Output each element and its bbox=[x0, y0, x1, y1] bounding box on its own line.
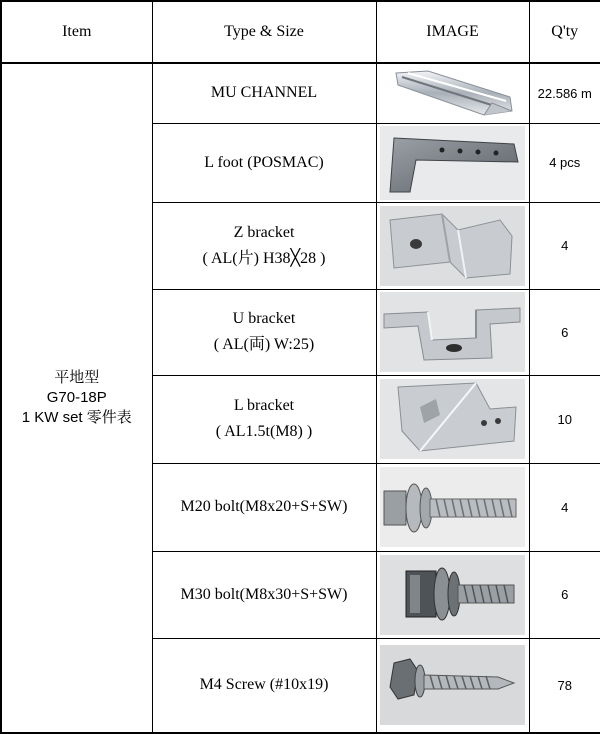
l-bracket-icon bbox=[380, 379, 525, 459]
image-cell bbox=[376, 123, 529, 202]
type-spec: ( AL(片) H38╳28 ) bbox=[202, 249, 326, 267]
m4-screw-icon bbox=[380, 645, 525, 725]
image-cell bbox=[376, 375, 529, 463]
type-name: M30 bolt(M8x30+S+SW) bbox=[180, 585, 348, 603]
image-cell bbox=[376, 202, 529, 289]
header-image: IMAGE bbox=[376, 1, 529, 63]
header-item: Item bbox=[1, 1, 152, 63]
qty-cell: 4 bbox=[529, 463, 600, 551]
type-name: L bracket bbox=[233, 397, 295, 414]
header-type-size: Type & Size bbox=[152, 1, 376, 63]
qty-cell: 6 bbox=[529, 289, 600, 375]
z-bracket-icon bbox=[380, 206, 525, 286]
item-line-2: G70-18P bbox=[46, 389, 107, 406]
m30-bolt-icon bbox=[380, 555, 525, 635]
header-row bbox=[1, 1, 600, 63]
type-size-cell bbox=[152, 375, 376, 463]
image-cell bbox=[376, 63, 529, 123]
image-cell bbox=[376, 638, 529, 733]
table-row bbox=[1, 63, 600, 123]
image-cell bbox=[376, 463, 529, 551]
qty-cell: 6 bbox=[529, 551, 600, 638]
item-cell bbox=[1, 63, 152, 733]
type-name: U bracket bbox=[232, 310, 296, 327]
m20-bolt-icon bbox=[380, 467, 525, 547]
type-spec: ( AL(両) W:25) bbox=[213, 336, 315, 353]
header-qty: Q'ty bbox=[529, 1, 600, 63]
type-size-cell bbox=[152, 202, 376, 289]
image-cell bbox=[376, 289, 529, 375]
type-name: MU CHANNEL bbox=[210, 84, 318, 102]
type-size-cell bbox=[152, 63, 376, 123]
type-size-cell bbox=[152, 123, 376, 202]
item-line-3: 1 KW set 零件表 bbox=[21, 409, 132, 426]
type-size-cell bbox=[152, 289, 376, 375]
u-bracket-icon bbox=[380, 292, 525, 372]
l-foot-icon bbox=[380, 126, 525, 200]
type-name: Z bracket bbox=[233, 223, 295, 241]
type-size-cell bbox=[152, 463, 376, 551]
qty-cell: 4 pcs bbox=[529, 123, 600, 202]
type-name: M4 Screw (#10x19) bbox=[199, 676, 329, 694]
qty-cell: 10 bbox=[529, 375, 600, 463]
mu-channel-icon bbox=[388, 67, 518, 119]
type-name: L foot (POSMAC) bbox=[204, 153, 324, 171]
type-size-cell bbox=[152, 638, 376, 733]
type-name: M20 bolt(M8x20+S+SW) bbox=[180, 498, 348, 515]
type-spec: ( AL1.5t(M8) ) bbox=[215, 423, 313, 440]
qty-cell: 22.586 m bbox=[529, 63, 600, 123]
qty-cell: 4 bbox=[529, 202, 600, 289]
qty-cell: 78 bbox=[529, 638, 600, 733]
image-cell bbox=[376, 551, 529, 638]
type-size-cell bbox=[152, 551, 376, 638]
item-line-1: 平地型 bbox=[54, 369, 100, 386]
